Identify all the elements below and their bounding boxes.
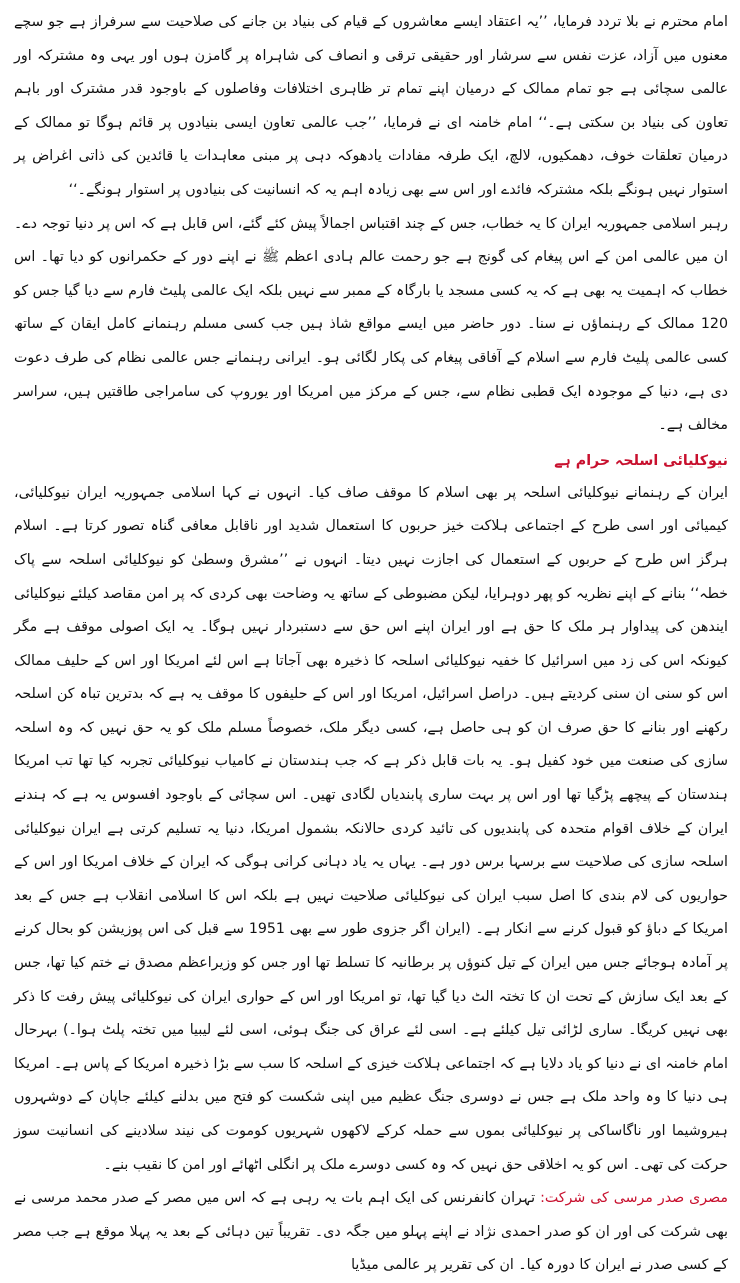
- paragraph-lead-heading: مصری صدر مرسی کی شرکت:: [540, 1190, 728, 1207]
- paragraph-speech-significance: رہبر اسلامی جمہوریہ ایران کا یہ خطاب، جس کے چند اقتباس اجمالاً پیش کئے گئے، اس قابل ہے کہ اس پر دنیا توجہ دے۔ ان میں عالمی امن کے اس پیغام کی گونج ہے جو رحمت عالم ہادی اعظم ﷺ نے اپنے دور کے حکمرانوں کو دیا تھا۔ اس خطاب کہ اہمیت یہ بھی ہے کہ یہ کسی مسجد یا بارگاہ کے ممبر سے نہیں بلکہ ایک عالمی پلیٹ فارم سے دیا گیا جس کو 120 ممالک کے رہنماؤں نے سنا۔ دور حاضر میں ایسے مواقع شاذ ہیں جب کسی مسلم رہنمانے کامل ایقان کے ساتھ کسی عالمی پلیٹ فارم سے اسلام کے آفاقی پیغام کی پکار لگائی ہو۔ ایرانی رہنمانے جس عالمی نظام کی طرف دعوت دی ہے، دنیا کے موجودہ ایک قطبی نظام سے، جس کے مرکز میں امریکا اور یوروپ کی سامراجی طاقتیں ہیں، سراسر مخالف ہے۔: [14, 215, 728, 434]
- paragraph-morsi-body: تہران کانفرنس کی ایک اہم بات یہ رہی ہے کہ اس میں مصر کے صدر محمد مرسی نے بھی شرکت کی اور ان کو صدر احمدی نژاد نے اپنے پہلو میں جگہ دی۔ تقریباً تین دہائی کے بعد یہ پہلا موقع ہے جب مصر کے کسی صدر نے ایران کا دورہ کیا۔ ان کی تقریر پر عالمی میڈیا: [14, 1190, 728, 1274]
- paragraph-morsi-participation: [14, 1182, 728, 1283]
- heading-nuclear-weapons: نیوکلیائی اسلحہ حرام ہے: [554, 452, 728, 469]
- paragraph-khamenei-quote: امام محترم نے بلا تردد فرمایا، ’’یہ اعتقاد ایسے معاشروں کے قیام کی بنیاد بن جانے کی صلاحیت سے سرفراز ہے جو سچے معنوں میں آزاد، عزت نفس سے سرشار اور حقیقی ترقی و انصاف کی شاہراہ پر گامزن ہوں اور یہی وہ مشترکہ اور عالمی سچائی ہے جو تمام ممالک کے درمیان اپنے تمام تر ظاہری اختلافات وفاصلوں کے باوجود قدر مشترک اور باہم تعاون کی بنیاد بن سکتی ہے۔‘‘ امام خامنہ ای نے فرمایا، ’’جب عالمی تعاون ایسی بنیادوں پر قائم ہوگا تو ممالک کے درمیان تعلقات خوف، دھمکیوں، لالچ، ایک طرفہ مفادات یادھوکہ دہی پر مبنی معاہدات یا قائدین کی ذاتی اغراض پر استوار نہیں ہونگے بلکہ مشترکہ فائدے اور اس سے بھی زیادہ اہم یہ کہ انسانیت کی بنیادوں پر استوار ہونگے۔‘‘: [14, 14, 728, 198]
- paragraph-nuclear-stance: ایران کے رہنمانے نیوکلیائی اسلحہ پر بھی اسلام کا موقف صاف کیا۔ انہوں نے کہا اسلامی جمہوریہ ایران نیوکلیائی، کیمیائی اور اسی طرح کے اجتماعی ہلاکت خیز حربوں کا استعمال شدید اور ناقابل معافی گناہ تصور کرتا ہے۔ اسلام ہرگز اس طرح کے حربوں کے استعمال کی اجازت نہیں دیتا۔ انہوں نے ’’مشرق وسطیٰ کو نیوکلیائی اسلحہ سے پاک خطہ‘‘ بنانے کے اپنے نظریہ کو پھر دوہرایا، لیکن مضبوطی کے ساتھ یہ وضاحت بھی کردی کہ پر امن مقاصد کیلئے نیوکلیائی ایندھن کی پیداوار ہر ملک کا حق ہے اور ایران اپنے اس حق سے دستبردار نہیں ہوگا۔ یہ ایک اصولی موقف ہے مگر کیونکہ اس کی زد میں اسرائیل کا خفیہ نیوکلیائی اسلحہ کا ذخیرہ بھی آجاتا ہے اس لئے امریکا اور اس کے حلیف ممالک اس کو سنی ان سنی کردیتے ہیں۔ دراصل اسرائیل، امریکا اور اس کے حلیفوں کا موقف یہ ہے کہ بدترین تباہ کن اسلحہ رکھنے اور بنانے کا حق صرف ان کو ہی حاصل ہے، کسی دیگر ملک، خصوصاً مسلم ملک کو یہ حق نہیں کہ وہ اسلحہ سازی کی صنعت میں خود کفیل ہو۔ یہ بات قابل ذکر ہے کہ جب ہندستان نے کامیاب نیوکلیائی تجربہ کیا تھا تب امریکا ہندستان کے پیچھے پڑگیا تھا اور اس پر بہت ساری پابندیاں لگادی تھیں۔ اس سچائی کے باوجود افسوس یہ ہے کہ ہندنے ایران کے خلاف اقوام متحدہ کی پابندیوں کی تائید کردی حالانکہ بشمول امریکا، دنیا یہ تسلیم کرتی ہے ایران نیوکلیائی اسلحہ سازی کی صلاحیت سے برسہا برس دور ہے۔ یہاں یہ یاد دہانی کرانی ہوگی کہ ایران کے خلاف امریکا اور اس کے حواریوں کی لام بندی کا اصل سبب ایران کی نیوکلیائی صلاحیت نہیں ہے بلکہ اس کا اسلامی انقلاب ہے جس کے بعد امریکا کے دباؤ کو قبول کرنے سے انکار ہے۔ (ایران اگر جزوی طور سے بھی 1951 سے قبل کی اس پوزیشن کو بحال کرنے پر آمادہ ہوجائے جس میں ایران کے تیل کنوؤں پر برطانیہ کا تسلط تھا اور جس کو وزیراعظم مصدق نے ختم کیا تھا، جس کے بعد ایک سازش کے تحت ان کا تختہ الٹ دیا گیا تھا، تو امریکا اور اس کے حواری ایران کی نیوکلیائی پیش رفت کا ذکر بھی نہیں کریگا۔ ساری لڑائی تیل کیلئے ہے۔ اسی لئے عراق کی جنگ ہوئی، اسی لئے لیبیا میں تختہ پلٹ ہوا۔) بہرحال امام خامنہ ای نے دنیا کو یاد دلایا ہے کہ اجتماعی ہلاکت خیزی کے اسلحہ کا سب سے بڑا ذخیرہ امریکا کے پاس ہے۔ امریکا ہی دنیا کا وہ واحد ملک ہے جس نے دوسری جنگ عظیم میں اپنی شکست کو فتح میں بدلنے کیلئے جاپان کے دوشہروں ہیروشیما اور ناگاساکی پر نیوکلیائی بموں سے حملہ کرکے لاکھوں شہریوں کوموت کی نیند سلادینے کی انسانیت سوز حرکت کی تھی۔ اس کو یہ اخلاقی حق نہیں کہ وہ کسی دوسرے ملک پر انگلی اٹھائے اور امن کا نقیب بنے۔: [14, 484, 728, 1173]
